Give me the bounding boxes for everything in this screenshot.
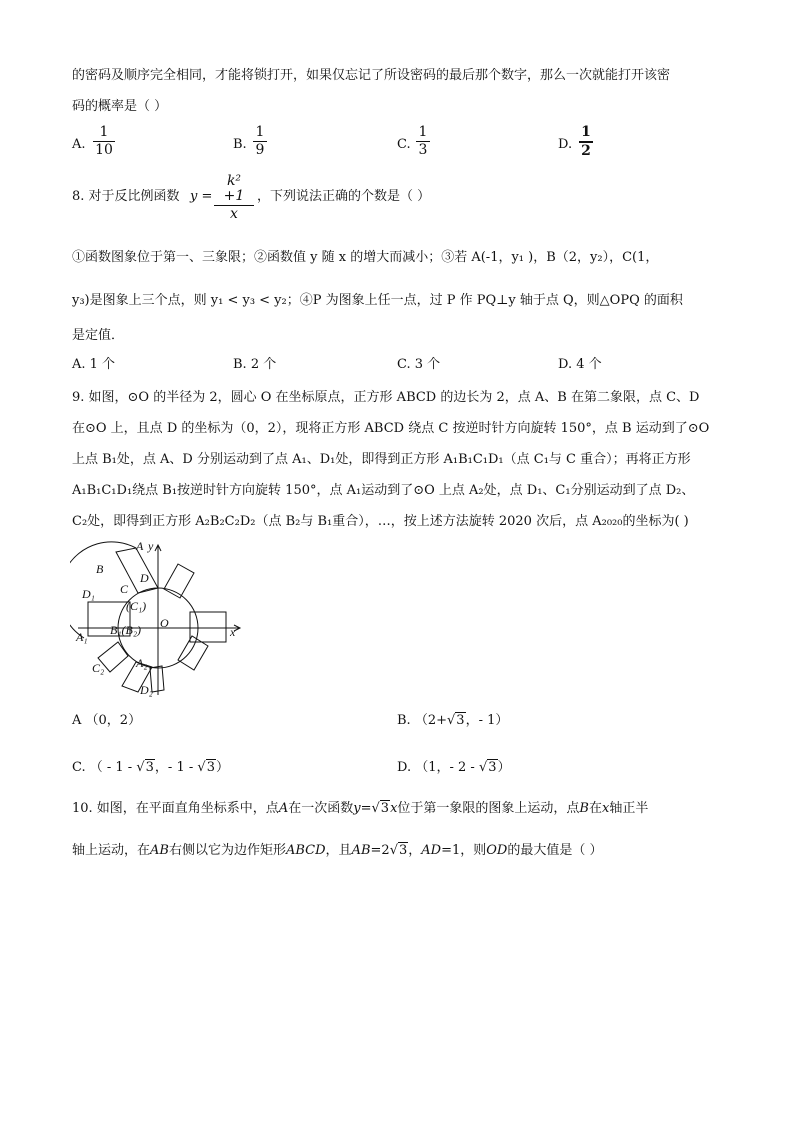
- label-a1: A₁: [76, 630, 88, 644]
- q9-option-c-sqrt-1: √3: [136, 760, 154, 775]
- label-c2: C₂: [92, 661, 105, 675]
- q10-l2-eq: =2: [370, 843, 390, 858]
- q7-option-d-den: 2: [581, 143, 591, 159]
- q7-option-b-fraction: [253, 125, 267, 158]
- q9-option-d-suffix: ）: [497, 760, 511, 775]
- q7-option-b-num: 1: [255, 124, 265, 140]
- square-top-right: [164, 564, 194, 598]
- q9-option-d-prefix: D. （1，- 2 -: [397, 760, 479, 775]
- q10-text-a: 10. 如图，在平面直角坐标系中，点: [72, 801, 279, 816]
- q9-option-a: A （0，2）: [72, 713, 142, 728]
- q9-option-b-suffix: ，- 1）: [465, 713, 509, 728]
- q9-option-b-prefix: B. （2+: [397, 713, 447, 728]
- q9-option-d-sqrt: √3: [478, 760, 497, 775]
- q10-radicand-2: 3: [398, 843, 408, 858]
- label-c1: (C₁): [126, 599, 147, 613]
- q8-statement-line-1: ①函数图象位于第一、三象限；②函数值 y 随 x 的增大而减小；③若 A(-1，y₁ )，B（2，y₂），C(1，: [72, 250, 659, 265]
- q8-fraction-den: x: [230, 206, 238, 222]
- q10-l2-d: ，: [408, 843, 422, 858]
- q7-option-a-den: 10: [95, 142, 113, 158]
- square-bottom-right: [178, 636, 208, 670]
- q10-l2-c: ，且: [325, 843, 352, 858]
- q8-option-d: D. 4 个: [558, 357, 602, 372]
- label-b1-b2: B₁(B₂): [110, 623, 141, 637]
- q10-var-x: x: [390, 801, 398, 816]
- q10-l2-f: 的最大值是（ ）: [507, 843, 603, 858]
- q9-option-b: [397, 713, 508, 729]
- q7-line-2: 码的概率是（ ）: [72, 99, 168, 114]
- q7-option-c-fraction: [416, 125, 430, 158]
- q8-statement-line-2: y₃)是图象上三个点，则 y₁ < y₃ < y₂；④P 为图象上任一点，过 P 作 PQ⊥y 轴于点 Q，则△OPQ 的面积: [72, 293, 683, 308]
- label-a: A: [136, 540, 144, 553]
- q10-var-y: y: [353, 801, 361, 816]
- q10-l2-b: 右侧以它为边作矩形: [168, 843, 286, 858]
- q10-line-1: [72, 801, 648, 817]
- q10-l2-ab: AB: [150, 843, 169, 858]
- label-y: y: [148, 540, 154, 553]
- q7-option-a-letter: A.: [72, 137, 86, 152]
- q9-option-c-sqrt-2: √3: [197, 760, 215, 775]
- q7-option-a-num: 1: [99, 124, 109, 140]
- q7-line-1: 的密码及顺序完全相同，才能将锁打开，如果仅忘记了所设密码的最后那个数字，那么一次就能打开该密: [72, 68, 671, 83]
- q7-option-a-fraction: [93, 125, 115, 158]
- q10-l2-od: OD: [486, 843, 508, 858]
- label-d: D: [140, 571, 149, 585]
- q10-line-2: [72, 843, 603, 859]
- q7-option-d-fraction: [579, 125, 593, 159]
- q7-option-d-num: 1: [581, 124, 591, 140]
- q8-option-a: A. 1 个: [72, 357, 116, 372]
- q10-text-d: 在: [588, 801, 602, 816]
- q9-option-c-mid: ，- 1 -: [154, 760, 198, 775]
- q9-option-b-sqrt: √3: [446, 713, 465, 728]
- q10-point-b: B: [579, 801, 589, 816]
- q10-eq: =: [360, 801, 372, 816]
- q10-x-axis: x: [602, 801, 610, 816]
- q10-point-a: A: [278, 801, 289, 816]
- square-right: [190, 612, 226, 642]
- label-a2: A₂: [136, 656, 148, 670]
- q7-option-c-den: 3: [418, 142, 428, 158]
- q9-option-d-radicand: 3: [488, 760, 497, 775]
- q8-statement-line-3: 是定值．: [72, 328, 125, 343]
- q10-text-c: 位于第一象限的图象上运动，点: [397, 801, 580, 816]
- q9-line-4: A₁B₁C₁D₁绕点 B₁按逆时针方向旋转 150°，点 A₁运动到了⊙O 上点 A₂处，点 D₁、C₁分别运动到了点 D₂、: [72, 483, 695, 498]
- label-o: O: [160, 616, 169, 630]
- q8-prefix: 8. 对于反比例函数: [72, 189, 180, 204]
- q10-sqrt-1: √3: [371, 801, 390, 816]
- q9-line-3: 上点 B₁处，点 A、D 分别运动到了点 A₁、D₁处，即得到正方形 A₁B₁C₁D₁（点 C₁与 C 重合）；再将正方形: [72, 452, 691, 467]
- q7-option-c-num: 1: [418, 124, 428, 140]
- q9-option-c-radicand-2: 3: [206, 760, 215, 775]
- q7-option-b-letter: B.: [233, 137, 247, 152]
- q10-text-e: 轴正半: [609, 801, 649, 816]
- q10-l2-abcd: ABCD: [285, 843, 326, 858]
- q9-line-5: C₂处，即得到正方形 A₂B₂C₂D₂（点 B₂与 B₁重合），…，按上述方法旋转 2020 次后，点 A₂₀₂₀的坐标为( ): [72, 514, 689, 529]
- q9-option-d: [397, 760, 511, 776]
- q9-option-c-suffix: ）: [215, 760, 229, 775]
- q10-l2-e: =1，则: [441, 843, 487, 858]
- label-c: C: [120, 582, 129, 596]
- q9-rotation-figure: [70, 540, 250, 700]
- q9-option-c: [72, 760, 229, 776]
- q10-l2-ad: AD: [421, 843, 442, 858]
- q9-line-1: 9. 如图，⊙O 的半径为 2，圆心 O 在坐标原点，正方形 ABCD 的边长为 2，点 A、B 在第二象限，点 C、D: [72, 390, 700, 405]
- q8-option-c: C. 3 个: [397, 357, 441, 372]
- q9-option-c-prefix: C. （ - 1 -: [72, 760, 137, 775]
- q7-option-d-letter: D.: [558, 137, 573, 152]
- label-x: x: [230, 625, 236, 639]
- q10-l2-a: 轴上运动，在: [72, 843, 151, 858]
- q10-radicand-1: 3: [380, 801, 390, 816]
- q7-option-b-den: 9: [255, 142, 265, 158]
- q8-suffix: ，下列说法正确的个数是（ ）: [257, 189, 431, 204]
- q7-option-c-letter: C.: [397, 137, 411, 152]
- q10-text-b: 在一次函数: [288, 801, 354, 816]
- q10-l2-ab-2: AB: [351, 843, 371, 858]
- label-d1: D₁: [82, 587, 95, 601]
- q9-line-2: 在⊙O 上，且点 D 的坐标为（0，2），现将正方形 ABCD 绕点 C 按逆时针方向旋转 150°，点 B 运动到了⊙O: [72, 421, 710, 436]
- q8-option-b: B. 2 个: [233, 357, 277, 372]
- label-d2: D₂: [140, 683, 153, 697]
- q8-y-eq: y =: [190, 189, 213, 204]
- q8-fraction-num: k² +1: [223, 173, 245, 204]
- q10-sqrt-2: √3: [389, 843, 408, 858]
- q9-option-b-radicand: 3: [456, 713, 465, 728]
- q9-option-c-radicand-1: 3: [145, 760, 154, 775]
- q8-function-fraction: [214, 174, 254, 222]
- label-b: B: [96, 562, 104, 576]
